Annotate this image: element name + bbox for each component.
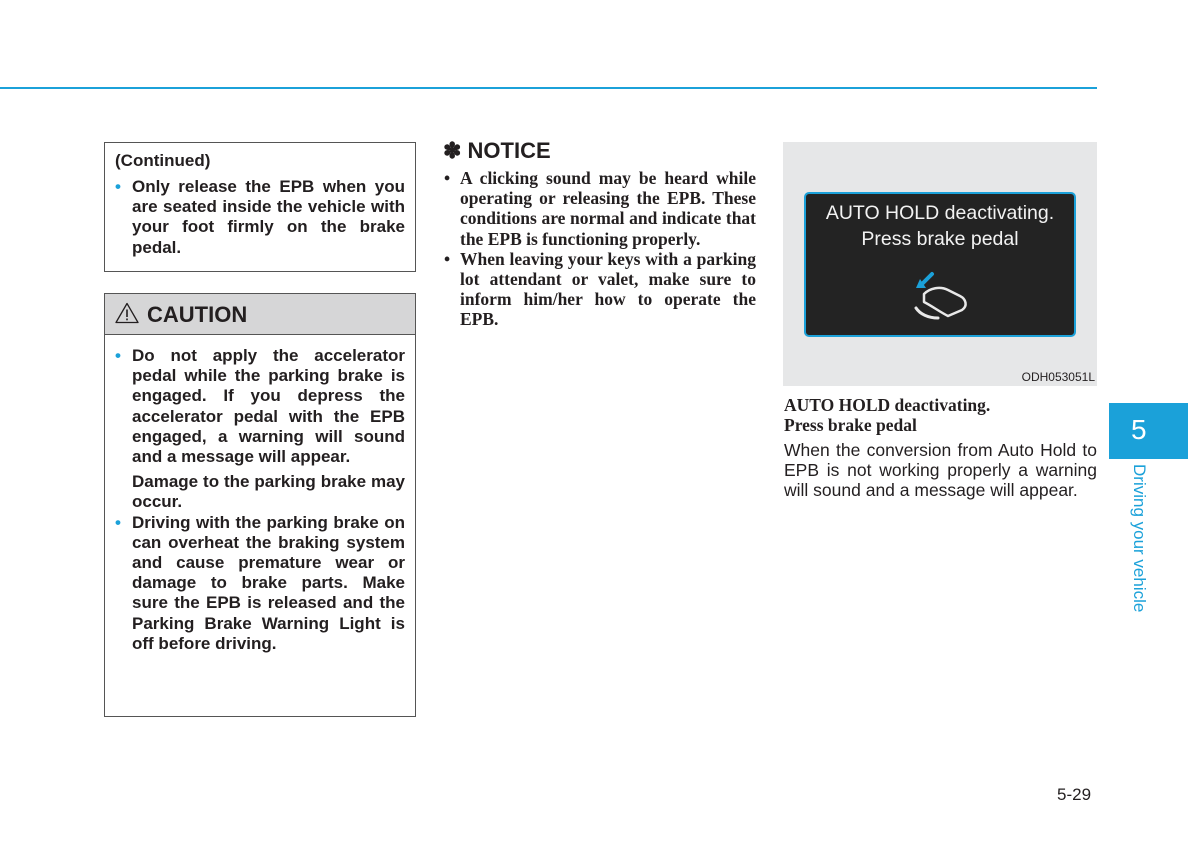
chapter-tab: [1109, 403, 1188, 459]
list-item: • When leaving your keys with a parking lot attendant or valet, make sure to inform him/her how to operate the EPB.: [444, 248, 756, 330]
warning-triangle-icon: [115, 302, 139, 324]
chapter-label: Driving your vehicle: [1130, 464, 1149, 613]
notice-title: ✽ NOTICE: [443, 138, 551, 163]
caution-header: [105, 294, 415, 335]
list-item: • Only release the EPB when you are seated inside the vehicle with your foot firmly on the brake pedal.: [115, 177, 405, 257]
header-rule: [0, 87, 1097, 89]
caution-label: CAUTION: [147, 302, 248, 327]
caution-list: [115, 346, 405, 654]
screen-message-line-1: AUTO HOLD deactivating.: [825, 202, 1055, 224]
caution-box: [104, 293, 416, 717]
cluster-display-figure: [783, 142, 1097, 386]
caption-title: AUTO HOLD deactivating. Press brake pedal: [784, 395, 991, 435]
bullet-icon: •: [115, 346, 121, 365]
bullet-icon: •: [444, 248, 451, 269]
brake-pedal-icon: [908, 266, 972, 322]
list-item-note: Damage to the parking brake may occur.: [132, 472, 405, 512]
notice-list: [443, 168, 756, 330]
bullet-icon: •: [115, 177, 121, 196]
bullet-icon: •: [115, 512, 121, 532]
continued-title: (Continued): [115, 151, 211, 170]
list-item: • A clicking sound may be heard while operating or releasing the EPB. These conditions are normal and indicate that the EPB is functioning properly.: [444, 168, 756, 249]
page-number: 5-29: [1057, 785, 1092, 804]
screen-message-line-2: Press brake pedal: [861, 228, 1019, 250]
caption-body: When the conversion from Auto Hold to EPB is not working properly a warning will sound and a message will appear.: [784, 440, 1097, 501]
bullet-icon: •: [444, 168, 451, 188]
cluster-screen: [804, 192, 1076, 337]
chapter-number: 5: [1131, 414, 1147, 445]
list-item: • Do not apply the accelerator pedal while the parking brake is engaged. If you depress the accelerator pedal with the EPB engaged, a warning will sound and a message will appear.: [115, 346, 405, 467]
figure-code: ODH053051L: [1021, 370, 1095, 384]
list-item: • Driving with the parking brake on can overheat the braking system and cause premature wear or damage to brake parts. Make sure the EPB is released and the Parking Brake Warning Light is off before driving.: [115, 512, 405, 653]
continued-list: [115, 177, 405, 258]
continued-warning-box: [104, 142, 416, 272]
